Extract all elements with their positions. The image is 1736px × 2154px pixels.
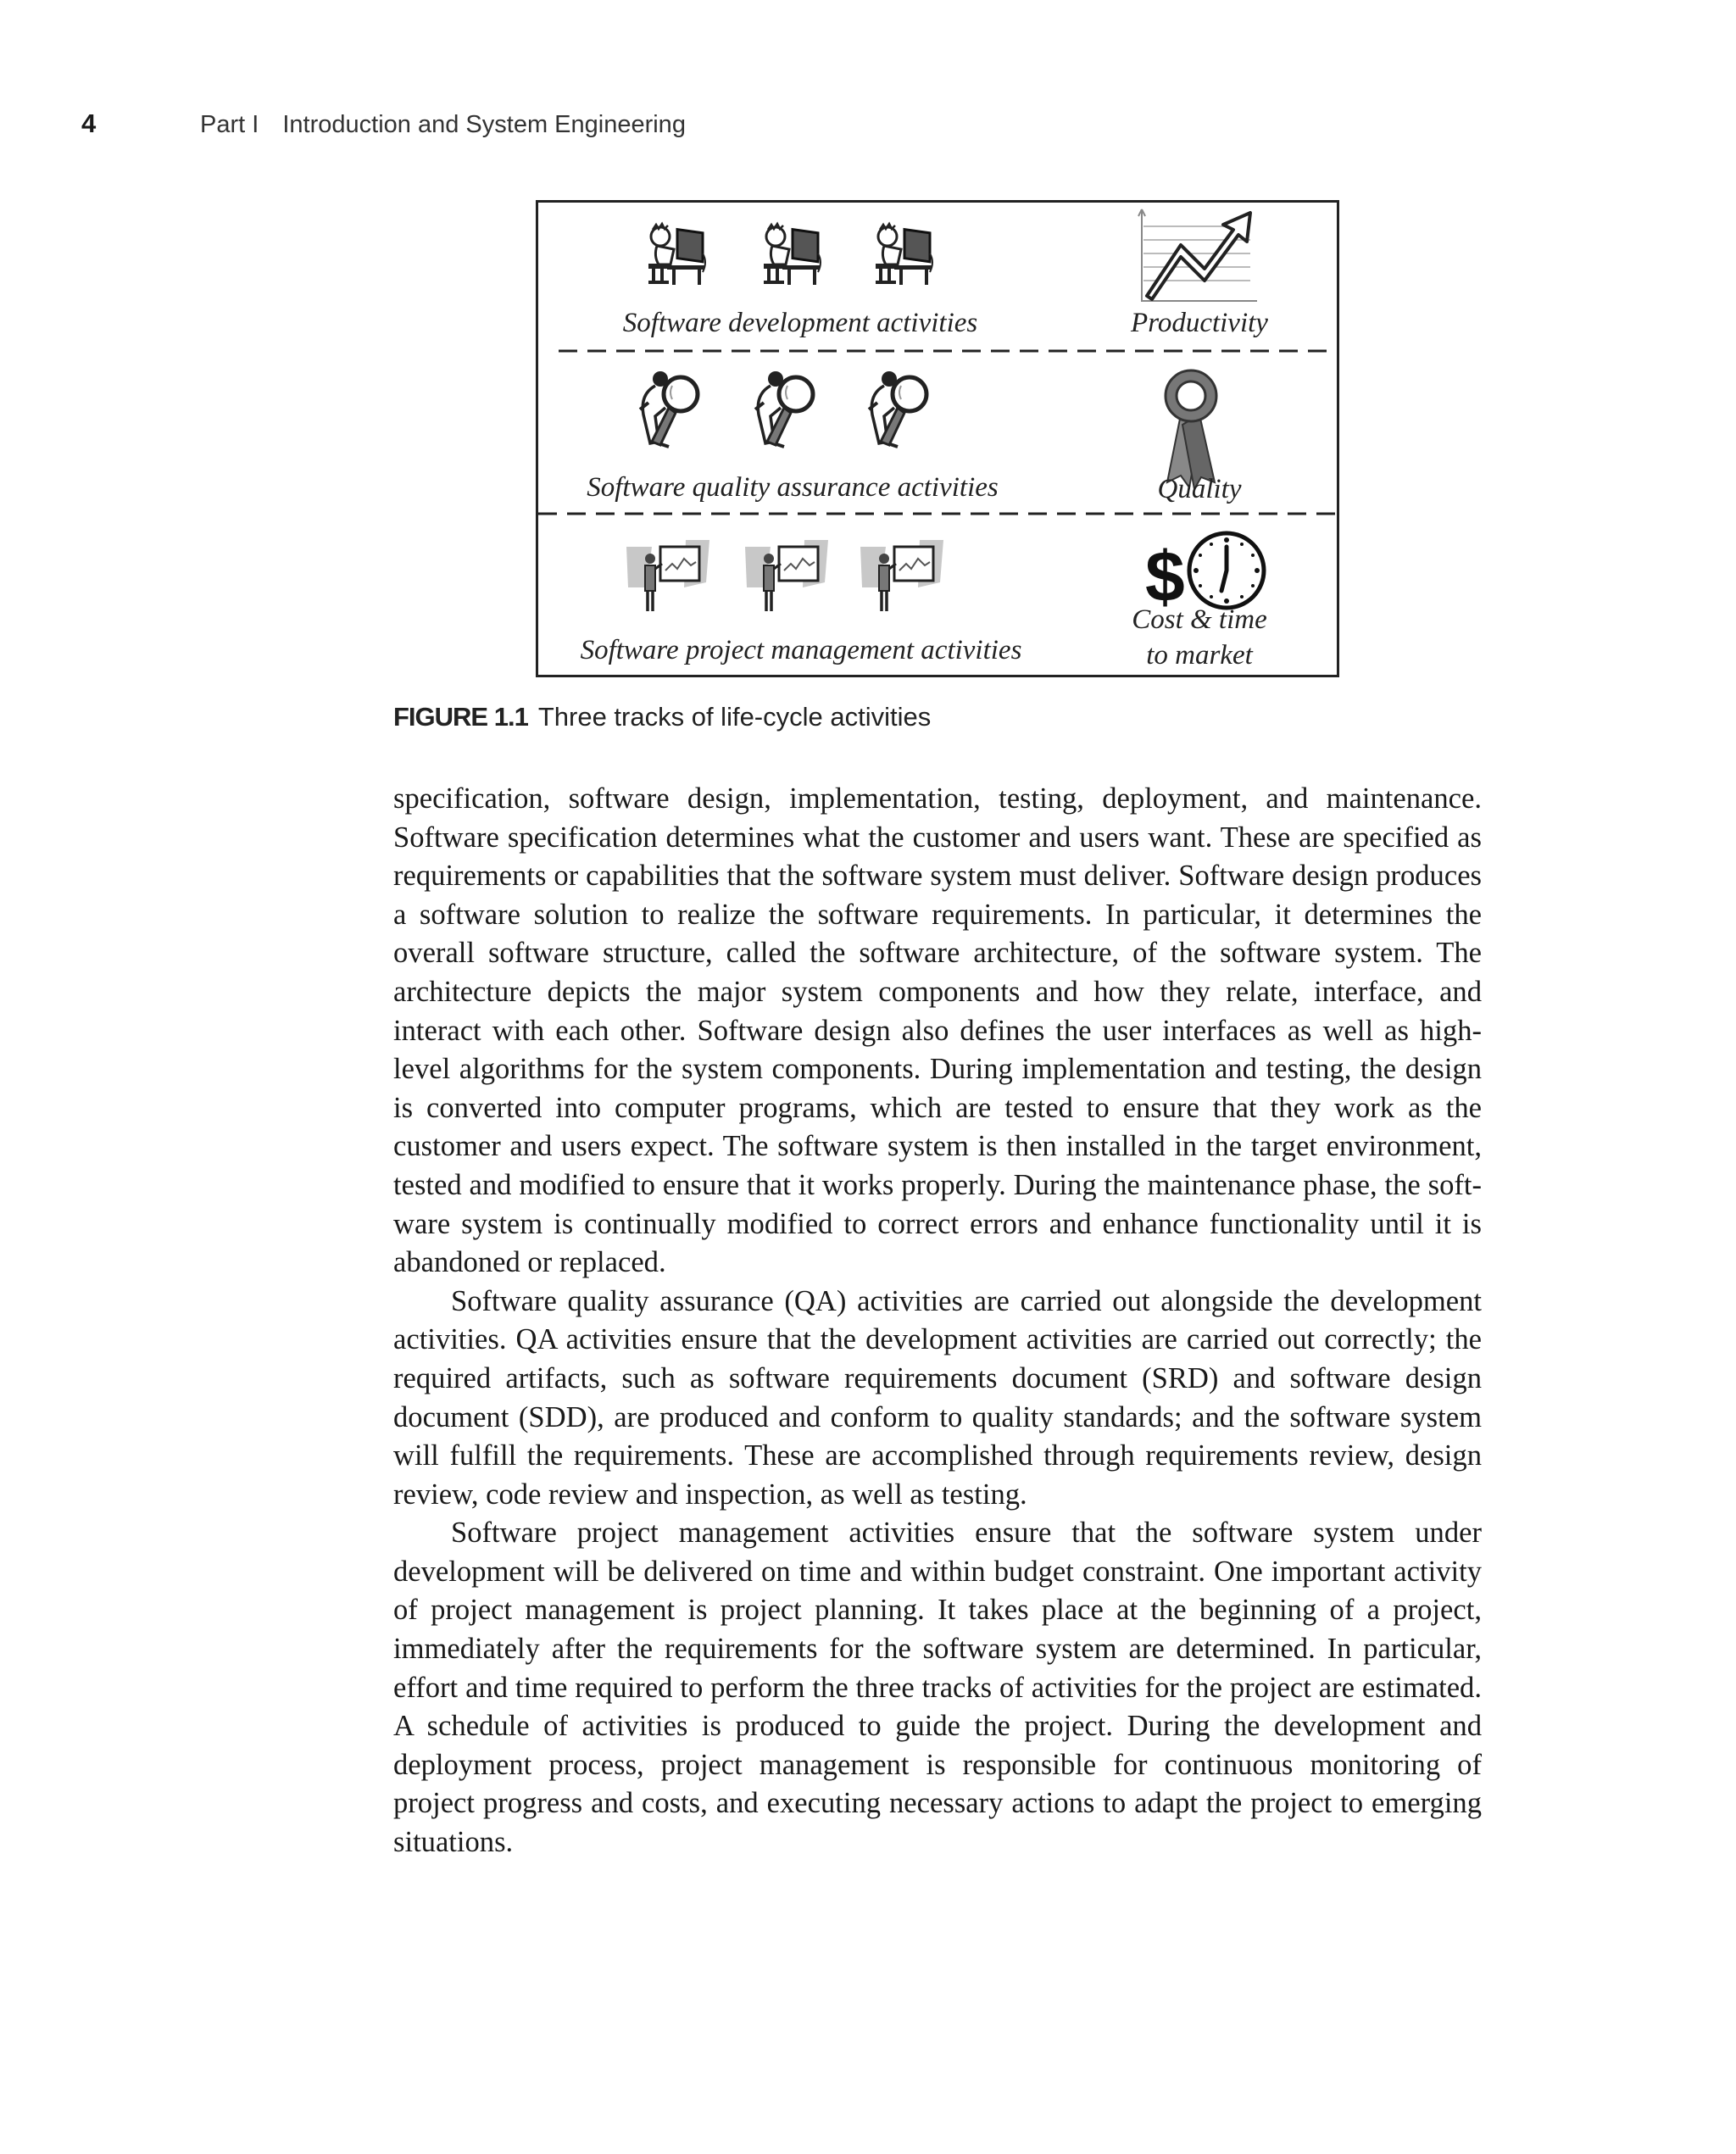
- part-label: Part I: [200, 111, 259, 138]
- rising-chart-icon: [1138, 209, 1257, 301]
- paragraph: Software project management activities ensure that the software system under development will be delivered on time and within budget constraint. One important activity of project management is project planning. It takes place at the beginning of a project, immediately after the requirements for the software system are determined. In particular, effort and time required to perform the three tracks of activities for the project are estimated. A schedule of activities is produced to guide the project. During the development and deployment process, project management is responsible for continuous monitoring of project progress and costs, and executing necessary actions to adapt the project to emerging situations.: [393, 1517, 1482, 1859]
- award-ribbon-icon: [1166, 370, 1216, 489]
- person-at-computer-icon: [876, 224, 932, 285]
- person-with-magnifier-icon: [640, 371, 698, 447]
- presenter-at-board-icon: [626, 540, 709, 611]
- dev-activities-label: Software development activities: [622, 308, 978, 338]
- dollar-sign: $: [1145, 537, 1185, 616]
- presenter-at-board-icon: [745, 540, 828, 611]
- pm-activities-label: Software project management activities: [580, 635, 1022, 665]
- figure-1-1: [536, 200, 1339, 677]
- pm-icons: [626, 540, 943, 611]
- body-text: [393, 780, 1482, 1862]
- person-with-magnifier-icon: [755, 371, 813, 447]
- qa-icons: [640, 371, 926, 447]
- quality-label: Quality: [1157, 474, 1242, 504]
- developer-icons: [648, 224, 932, 285]
- qa-activities-label: Software quality assurance activities: [587, 472, 999, 503]
- paragraph: Software quality assurance (QA) activities are carried out alongside the development activities. QA activities ensure that the development activities are carried out correctly; the required artifacts, such as software requirements document (SRD) and software design document (SDD), are produced and conform to quality standards; and the software system will fulfill the requirements. These are accomplished through requirements review, design review, code review and inspection, as well as testing.: [393, 1284, 1482, 1511]
- presenter-at-board-icon: [860, 540, 943, 611]
- figure-caption: [393, 702, 931, 732]
- page-number: 4: [81, 109, 97, 138]
- person-at-computer-icon: [764, 224, 821, 285]
- cost-time-label-line2: to market: [1146, 640, 1253, 671]
- figure-caption-text: Three tracks of life-cycle activities: [537, 702, 932, 732]
- productivity-label: Productivity: [1131, 308, 1268, 338]
- running-head: [200, 111, 686, 139]
- page-header: [81, 109, 1655, 151]
- paragraph: specification, software design, implementation, testing, deployment, and maintenance. Software specification determines what the customer and users want. These are specified as requirements or capabilities that the software system must deliver. Software design produces a software solution to realize the software requirements. In particular, it determines the overall software structure, called the software architecture, of the software system. The architecture depicts the major system components and how they relate, interface, and interact with each other. Software design also defines the user interfaces as well as high-level algorithms for the system components. During implementation and testing, the design is converted into computer programs, which are tested to ensure that they work as the customer and users expect. The software system is then installed in the target environment, tested and modified to ensure that it works properly. During the maintenance phase, the software system is continually modified to correct errors and enhance functionality until it is abandoned or replaced.: [393, 782, 1482, 1279]
- figure-number: FIGURE 1.1: [393, 702, 528, 732]
- person-at-computer-icon: [648, 224, 705, 285]
- person-with-magnifier-icon: [869, 371, 926, 447]
- cost-time-label-line1: Cost & time: [1132, 604, 1267, 635]
- section-title: Introduction and System Engineering: [282, 111, 686, 138]
